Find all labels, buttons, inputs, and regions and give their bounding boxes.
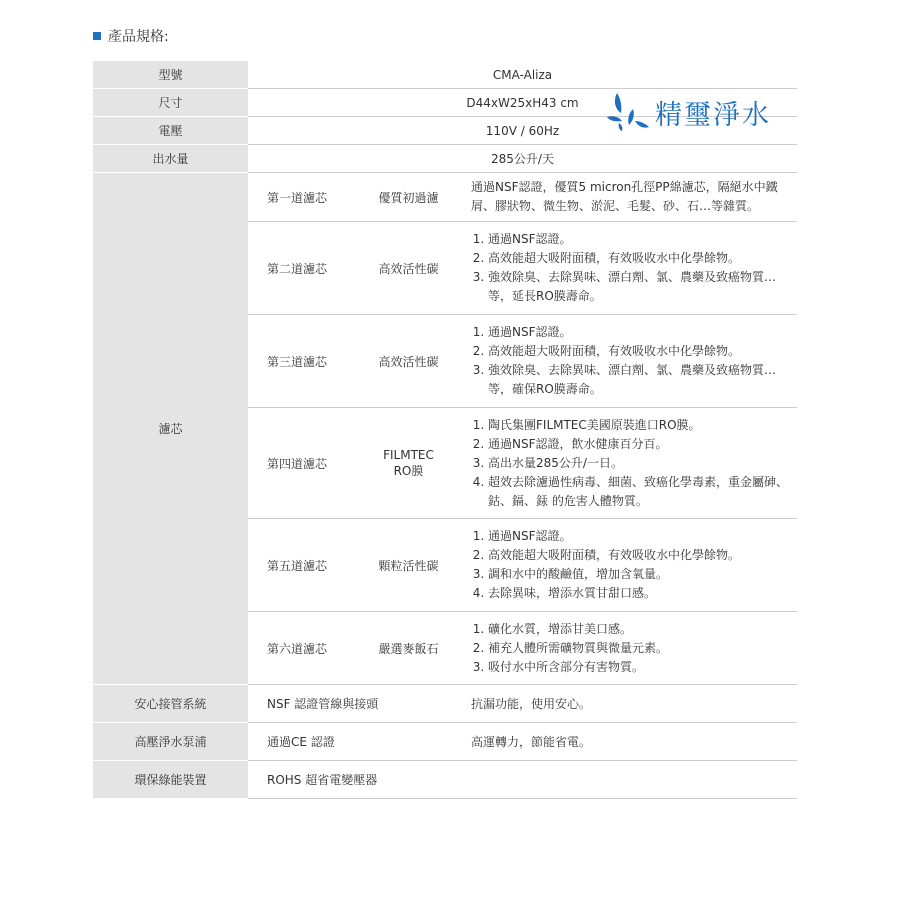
- filter-type-line: RO膜: [393, 463, 424, 478]
- extra-label: 安心接管系統: [93, 685, 248, 723]
- list-item: 1. 礦化水質，增添甘美口感。: [488, 620, 797, 639]
- filter-type-line: FILMTEC: [383, 447, 434, 462]
- list-item: 3. 高出水量285公升/一日。: [488, 454, 797, 473]
- filter-type: 嚴選麥飯石: [361, 612, 456, 685]
- filter-desc-list: [471, 416, 797, 511]
- filter-name: 第六道濾芯: [248, 612, 361, 685]
- extra-desc: 抗漏功能，使用安心。: [456, 685, 797, 723]
- filter-desc: 通過NSF認證，優質5 micron孔徑PP綿濾芯，隔絕水中鐵屑、膠狀物、微生物、淤泥、毛髮、砂、石…等雜質。: [456, 173, 797, 222]
- filter-type: 高效活性碳: [361, 222, 456, 315]
- filter-desc-list: [471, 620, 797, 677]
- extra-label: 高壓淨水泵浦: [93, 723, 248, 761]
- spec-label: 電壓: [93, 117, 248, 145]
- spec-label: 型號: [93, 61, 248, 89]
- brand-logo: [605, 91, 771, 133]
- spec-row-output: [93, 145, 797, 173]
- filter-desc-list: [471, 323, 797, 399]
- spec-label: 尺寸: [93, 89, 248, 117]
- filter-name: 第二道濾芯: [248, 222, 361, 315]
- spec-value: D44xW25xH43 cm: [248, 89, 797, 117]
- list-item: 1. 通過NSF認證。: [488, 230, 797, 249]
- list-item: 4. 去除異味，增添水質甘甜口感。: [488, 584, 797, 603]
- list-item: 2. 通過NSF認證，飲水健康百分百。: [488, 435, 797, 454]
- brand-logo-text: 精璽淨水: [655, 99, 771, 131]
- extra-row: [93, 723, 797, 761]
- list-item: 2. 高效能超大吸附面積，有效吸收水中化學餘物。: [488, 249, 797, 268]
- filter-type: [361, 408, 456, 519]
- list-item: 1. 通過NSF認證。: [488, 323, 797, 342]
- filter-name: 第五道濾芯: [248, 519, 361, 612]
- filter-desc-list: [471, 527, 797, 603]
- filter-desc-list: [471, 230, 797, 306]
- filter-label: 濾芯: [93, 173, 248, 685]
- spec-table: [93, 61, 797, 799]
- extra-item: 通過CE 認證: [248, 723, 456, 761]
- extra-label: 環保綠能裝置: [93, 761, 248, 799]
- filter-name: 第三道濾芯: [248, 315, 361, 408]
- section-title: [93, 26, 169, 46]
- spec-row-model: [93, 61, 797, 89]
- extra-desc: 高運轉力，節能省電。: [456, 723, 797, 761]
- list-item: 1. 陶氏集團FILMTEC美國原裝進口RO膜。: [488, 416, 797, 435]
- extra-row: [93, 761, 797, 799]
- extra-item: ROHS 超省電變壓器: [248, 761, 456, 799]
- extra-row: [93, 685, 797, 723]
- spec-value: CMA-Aliza: [248, 61, 797, 89]
- list-item: 2. 補充人體所需礦物質與微量元素。: [488, 639, 797, 658]
- filter-type: 優質初過濾: [361, 173, 456, 222]
- list-item: 3. 強效除臭、去除異味、漂白劑、氯、農藥及致癌物質…等，確保RO膜壽命。: [488, 361, 797, 399]
- extra-desc: [456, 761, 797, 799]
- extra-item: NSF 認證管線與接頭: [248, 685, 456, 723]
- bullet-square-icon: [93, 32, 101, 40]
- filter-row: [93, 173, 797, 222]
- list-item: 3. 吸付水中所含部分有害物質。: [488, 658, 797, 677]
- list-item: 3. 調和水中的酸鹼值，增加含氧量。: [488, 565, 797, 584]
- list-item: 2. 高效能超大吸附面積，有效吸收水中化學餘物。: [488, 546, 797, 565]
- spec-value: 110V / 60Hz: [248, 117, 797, 145]
- water-drop-logo-icon: [605, 91, 653, 133]
- filter-name: 第四道濾芯: [248, 408, 361, 519]
- spec-label: 出水量: [93, 145, 248, 173]
- spec-value: 285公升/天: [248, 145, 797, 173]
- list-item: 1. 通過NSF認證。: [488, 527, 797, 546]
- list-item: 3. 強效除臭、去除異味、漂白劑、氯、農藥及致癌物質…等，延長RO膜壽命。: [488, 268, 797, 306]
- filter-type: 顆粒活性碳: [361, 519, 456, 612]
- filter-type: 高效活性碳: [361, 315, 456, 408]
- list-item: 4. 超效去除濾過性病毒、細菌、致癌化學毒素，重金屬砷、鈷、鎘、銾 的危害人體物質。: [488, 473, 797, 511]
- list-item: 2. 高效能超大吸附面積，有效吸收水中化學餘物。: [488, 342, 797, 361]
- section-title-text: 產品規格:: [108, 29, 169, 45]
- filter-name: 第一道濾芯: [248, 173, 361, 222]
